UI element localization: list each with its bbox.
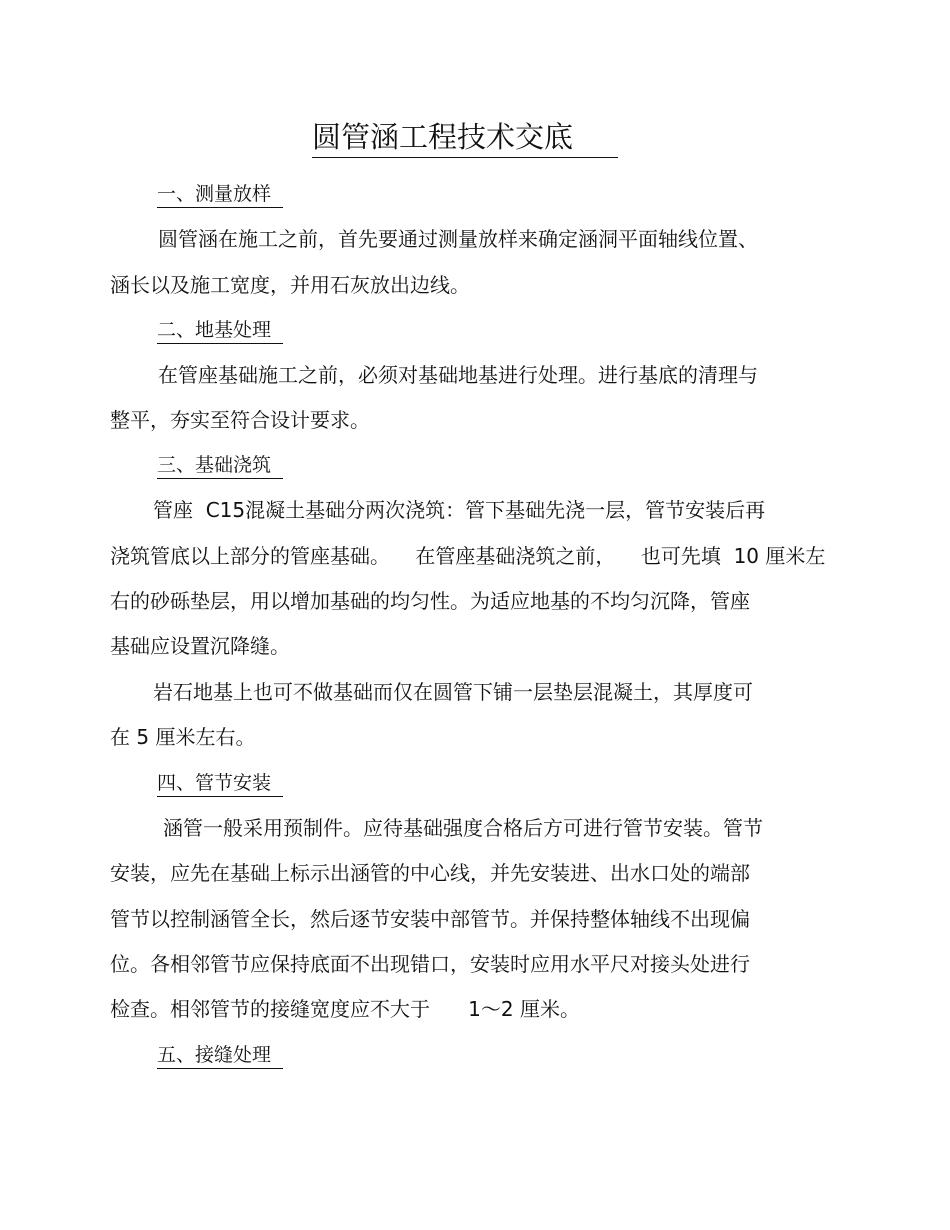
paragraph-line: 涵长以及施工宽度，并用石灰放出边线。 <box>110 273 470 297</box>
paragraph-line: 整平，夯实至符合设计要求。 <box>110 408 370 432</box>
paragraph-line: 浇筑管底以上部分的管座基础。 在管座基础浇筑之前， 也可先填 10 厘米左 <box>110 544 826 568</box>
paragraph-line: 安装，应先在基础上标示出涵管的中心线，并先安装进、出水口处的端部 <box>110 861 750 885</box>
paragraph-line: 涵管一般采用预制件。应待基础强度合格后方可进行管节安装。管节 <box>163 816 763 840</box>
section-heading-survey: 一、测量放样 <box>157 181 283 208</box>
section-heading-joint-treatment: 五、接缝处理 <box>157 1042 283 1069</box>
paragraph-line: 圆管涵在施工之前，首先要通过测量放样来确定涵洞平面轴线位置、 <box>158 227 758 251</box>
document-title: 圆管涵工程技术交底 <box>312 118 618 158</box>
paragraph-line: 基础应设置沉降缝。 <box>110 634 290 658</box>
paragraph-line: 在管座基础施工之前，必须对基础地基进行处理。进行基底的清理与 <box>158 363 758 387</box>
paragraph-line: 管座 C15混凝土基础分两次浇筑：管下基础先浇一层，管节安装后再 <box>153 498 766 522</box>
paragraph-line: 右的砂砾垫层，用以增加基础的均匀性。为适应地基的不均匀沉降，管座 <box>110 589 750 613</box>
paragraph-line: 岩石地基上也可不做基础而仅在圆管下铺一层垫层混凝土，其厚度可 <box>153 680 753 704</box>
paragraph-line: 在 5 厘米左右。 <box>110 725 256 749</box>
section-heading-pipe-installation: 四、管节安装 <box>157 770 283 797</box>
paragraph-line: 管节以控制涵管全长，然后逐节安装中部管节。并保持整体轴线不出现偏 <box>110 907 750 931</box>
section-heading-foundation-treatment: 二、地基处理 <box>157 317 283 344</box>
paragraph-line: 位。各相邻管节应保持底面不出现错口，安装时应用水平尺对接头处进行 <box>110 952 750 976</box>
paragraph-line: 检查。相邻管节的接缝宽度应不大于 1～2 厘米。 <box>110 997 580 1021</box>
section-heading-foundation-pouring: 三、基础浇筑 <box>157 452 283 479</box>
